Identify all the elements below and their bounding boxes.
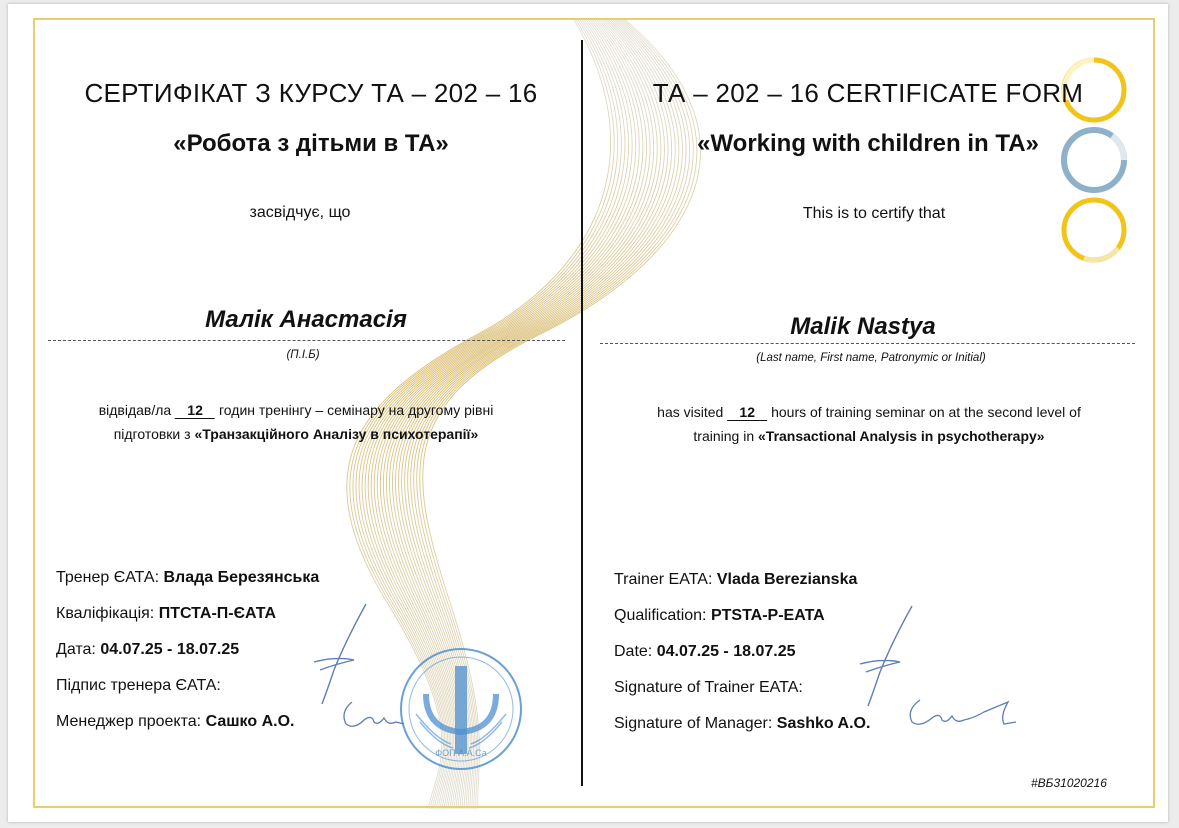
left-date-label: Дата: bbox=[56, 641, 96, 658]
left-manager-value: Сашко А.О. bbox=[205, 713, 295, 730]
right-manager-signature bbox=[904, 692, 1020, 736]
left-manager-signature bbox=[338, 696, 408, 736]
right-visit-prefix: has visited bbox=[657, 404, 724, 420]
left-date-value: 04.07.25 - 18.07.25 bbox=[100, 641, 240, 658]
left-manager-row bbox=[56, 713, 294, 731]
right-manager-value: Sashko A.O. bbox=[776, 715, 871, 732]
left-hours-value: 12 bbox=[175, 402, 215, 419]
right-visit-text bbox=[657, 400, 1081, 448]
right-manager-label: Signature of Manager: bbox=[614, 715, 773, 732]
right-date-value: 04.07.25 - 18.07.25 bbox=[656, 643, 796, 660]
left-name-hint: (П.І.Б) bbox=[286, 349, 320, 361]
left-training-course: «Транзакційного Аналізу в психотерапії» bbox=[194, 426, 479, 442]
center-divider bbox=[581, 40, 583, 786]
left-visit-suffix: годин тренінгу – семінару на другому рівні bbox=[218, 402, 494, 418]
left-lead-text: засвідчує, що bbox=[249, 204, 351, 221]
left-signature-label: Підпис тренера ЄАТА: bbox=[56, 677, 221, 694]
right-qualification-row bbox=[614, 607, 825, 625]
right-training-prefix: training in bbox=[693, 428, 755, 444]
left-trainer-row bbox=[56, 569, 319, 587]
left-visit-prefix: відвідав/ла bbox=[98, 402, 172, 418]
right-trainer-row bbox=[614, 571, 857, 589]
left-date-row bbox=[56, 641, 239, 659]
psi-seal-stamp bbox=[396, 644, 526, 774]
right-lead-text: This is to certify that bbox=[802, 205, 946, 222]
left-manager-label: Менеджер проекта: bbox=[56, 713, 202, 730]
right-signature-label: Signature of Trainer EATA: bbox=[614, 679, 803, 696]
left-visit-text bbox=[99, 398, 494, 446]
right-visit-suffix: hours of training seminar on at the second level of bbox=[771, 404, 1081, 420]
right-trainer-label: Trainer EATA: bbox=[614, 571, 713, 588]
right-date-row bbox=[614, 643, 795, 661]
right-date-label: Date: bbox=[614, 643, 653, 660]
certificate-serial-number: #ВБ31020216 bbox=[1031, 776, 1107, 790]
right-recipient-name: Malik Nastya bbox=[790, 313, 936, 340]
left-name-line bbox=[48, 340, 565, 341]
right-name-line bbox=[600, 343, 1135, 344]
right-qualification-value: PTSTA-P-EATA bbox=[710, 607, 825, 624]
right-hours-value: 12 bbox=[727, 404, 767, 421]
left-trainer-signature bbox=[306, 600, 386, 710]
right-title: ТА – 202 – 16 CERTIFICATE FORM bbox=[652, 78, 1084, 108]
left-trainer-value: Влада Березянська bbox=[163, 569, 320, 586]
left-title: СЕРТИФІКАТ З КУРСУ ТА – 202 – 16 bbox=[84, 78, 538, 108]
left-qualification-row bbox=[56, 605, 276, 623]
right-subtitle: «Working with children in TA» bbox=[697, 130, 1039, 157]
left-training-prefix: підготовки з bbox=[113, 426, 191, 442]
left-qualification-value: ПТСТА-П-ЄАТА bbox=[158, 605, 277, 622]
right-manager-row bbox=[614, 715, 870, 733]
left-qualification-label: Кваліфікація: bbox=[56, 605, 155, 622]
seal-text: ФОП А.А.Са bbox=[435, 748, 487, 758]
certificate-sheet bbox=[8, 4, 1168, 822]
right-trainer-value: Vlada Berezianska bbox=[716, 571, 858, 588]
right-name-hint: (Last name, First name, Patronymic or Initial) bbox=[756, 352, 986, 364]
left-subtitle: «Робота з дітьми в ТА» bbox=[173, 130, 449, 157]
right-training-course: «Transactional Analysis in psychotherapy» bbox=[758, 428, 1045, 444]
left-recipient-name: Малік Анастасія bbox=[205, 306, 407, 333]
left-trainer-label: Тренер ЄАТА: bbox=[56, 569, 160, 586]
right-qualification-label: Qualification: bbox=[614, 607, 707, 624]
